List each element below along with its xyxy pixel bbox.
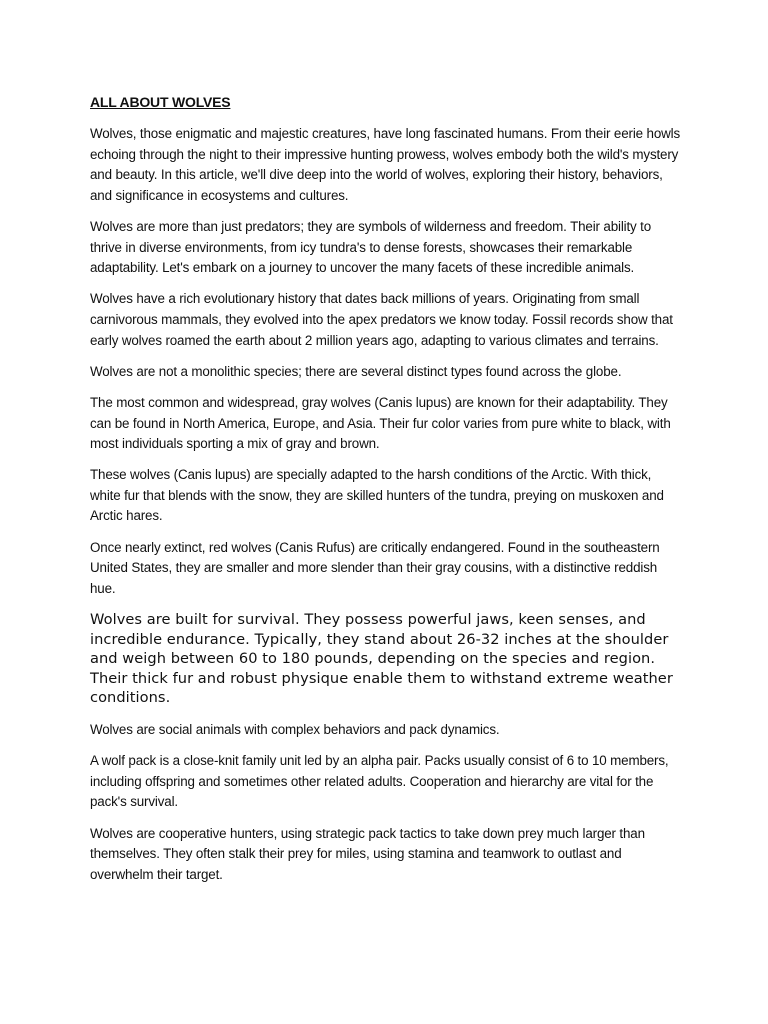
paragraph-social: Wolves are social animals with complex behaviors and pack dynamics. xyxy=(90,722,500,737)
document-page xyxy=(90,92,680,896)
paragraph-pack: A wolf pack is a close-knit family unit led by an alpha pair. Packs usually consist of 6 to 10 members, including offspring and sometimes other related adults. Cooperation and hierarchy are vital for the pack's survival. xyxy=(90,753,669,810)
paragraph-red-wolves: Once nearly extinct, red wolves (Canis Rufus) are critically endangered. Found in the southeastern United States, they are smaller and more slender than their gray cousins, with a distinctive reddish hue. xyxy=(90,539,660,596)
paragraph-species: Wolves are not a monolithic species; there are several distinct types found across the globe. xyxy=(90,363,622,379)
paragraph-symbols: Wolves are more than just predators; they are symbols of wilderness and freedom. Their ability to thrive in diverse environments, from icy tundra's to dense forests, showcases their remarkable adaptability. Let's embark on a journey to uncover the many facets of these incredible animals. xyxy=(90,218,652,276)
paragraph-arctic-wolves: These wolves (Canis lupus) are specially adapted to the harsh conditions of the Arctic. With thick, white fur that blends with the snow, they are skilled hunters of the tundra, preying on muskoxen and Arctic hares. xyxy=(90,467,664,524)
paragraph-gray-wolves: The most common and widespread, gray wolves (Canis lupus) are known for their adaptability. They can be found in North America, Europe, and Asia. Their fur color varies from pure white to black, with most individuals sporting a mix of gray and brown. xyxy=(90,394,671,452)
paragraph-hunting: Wolves are cooperative hunters, using strategic pack tactics to take down prey much larger than themselves. They often stalk their prey for miles, using stamina and teamwork to outlast and overwhelm their target. xyxy=(90,825,645,882)
paragraph-intro: Wolves, those enigmatic and majestic creatures, have long fascinated humans. From their eerie howls echoing through the night to their impressive hunting prowess, wolves embody both the wild's mystery and beauty. In this article, we'll dive deep into the world of wolves, exploring their history, behaviors, and significance in ecosystems and cultures. xyxy=(90,126,681,203)
paragraph-history: Wolves have a rich evolutionary history that dates back millions of years. Originating from small carnivorous mammals, they evolved into the apex predators we know today. Fossil records show that early wolves roamed the earth about 2 million years ago, adapting to various climates and terrains. xyxy=(90,291,673,348)
paragraph-physical-traits: Wolves are built for survival. They possess powerful jaws, keen senses, and incredible endurance. Typically, they stand about 26-32 inches at the shoulder and weigh between 60 to 180 pounds, depending on the species and region. Their thick fur and robust physique enable them to withstand extreme weather conditions. xyxy=(90,611,673,707)
document-title: ALL ABOUT WOLVES xyxy=(90,94,231,110)
